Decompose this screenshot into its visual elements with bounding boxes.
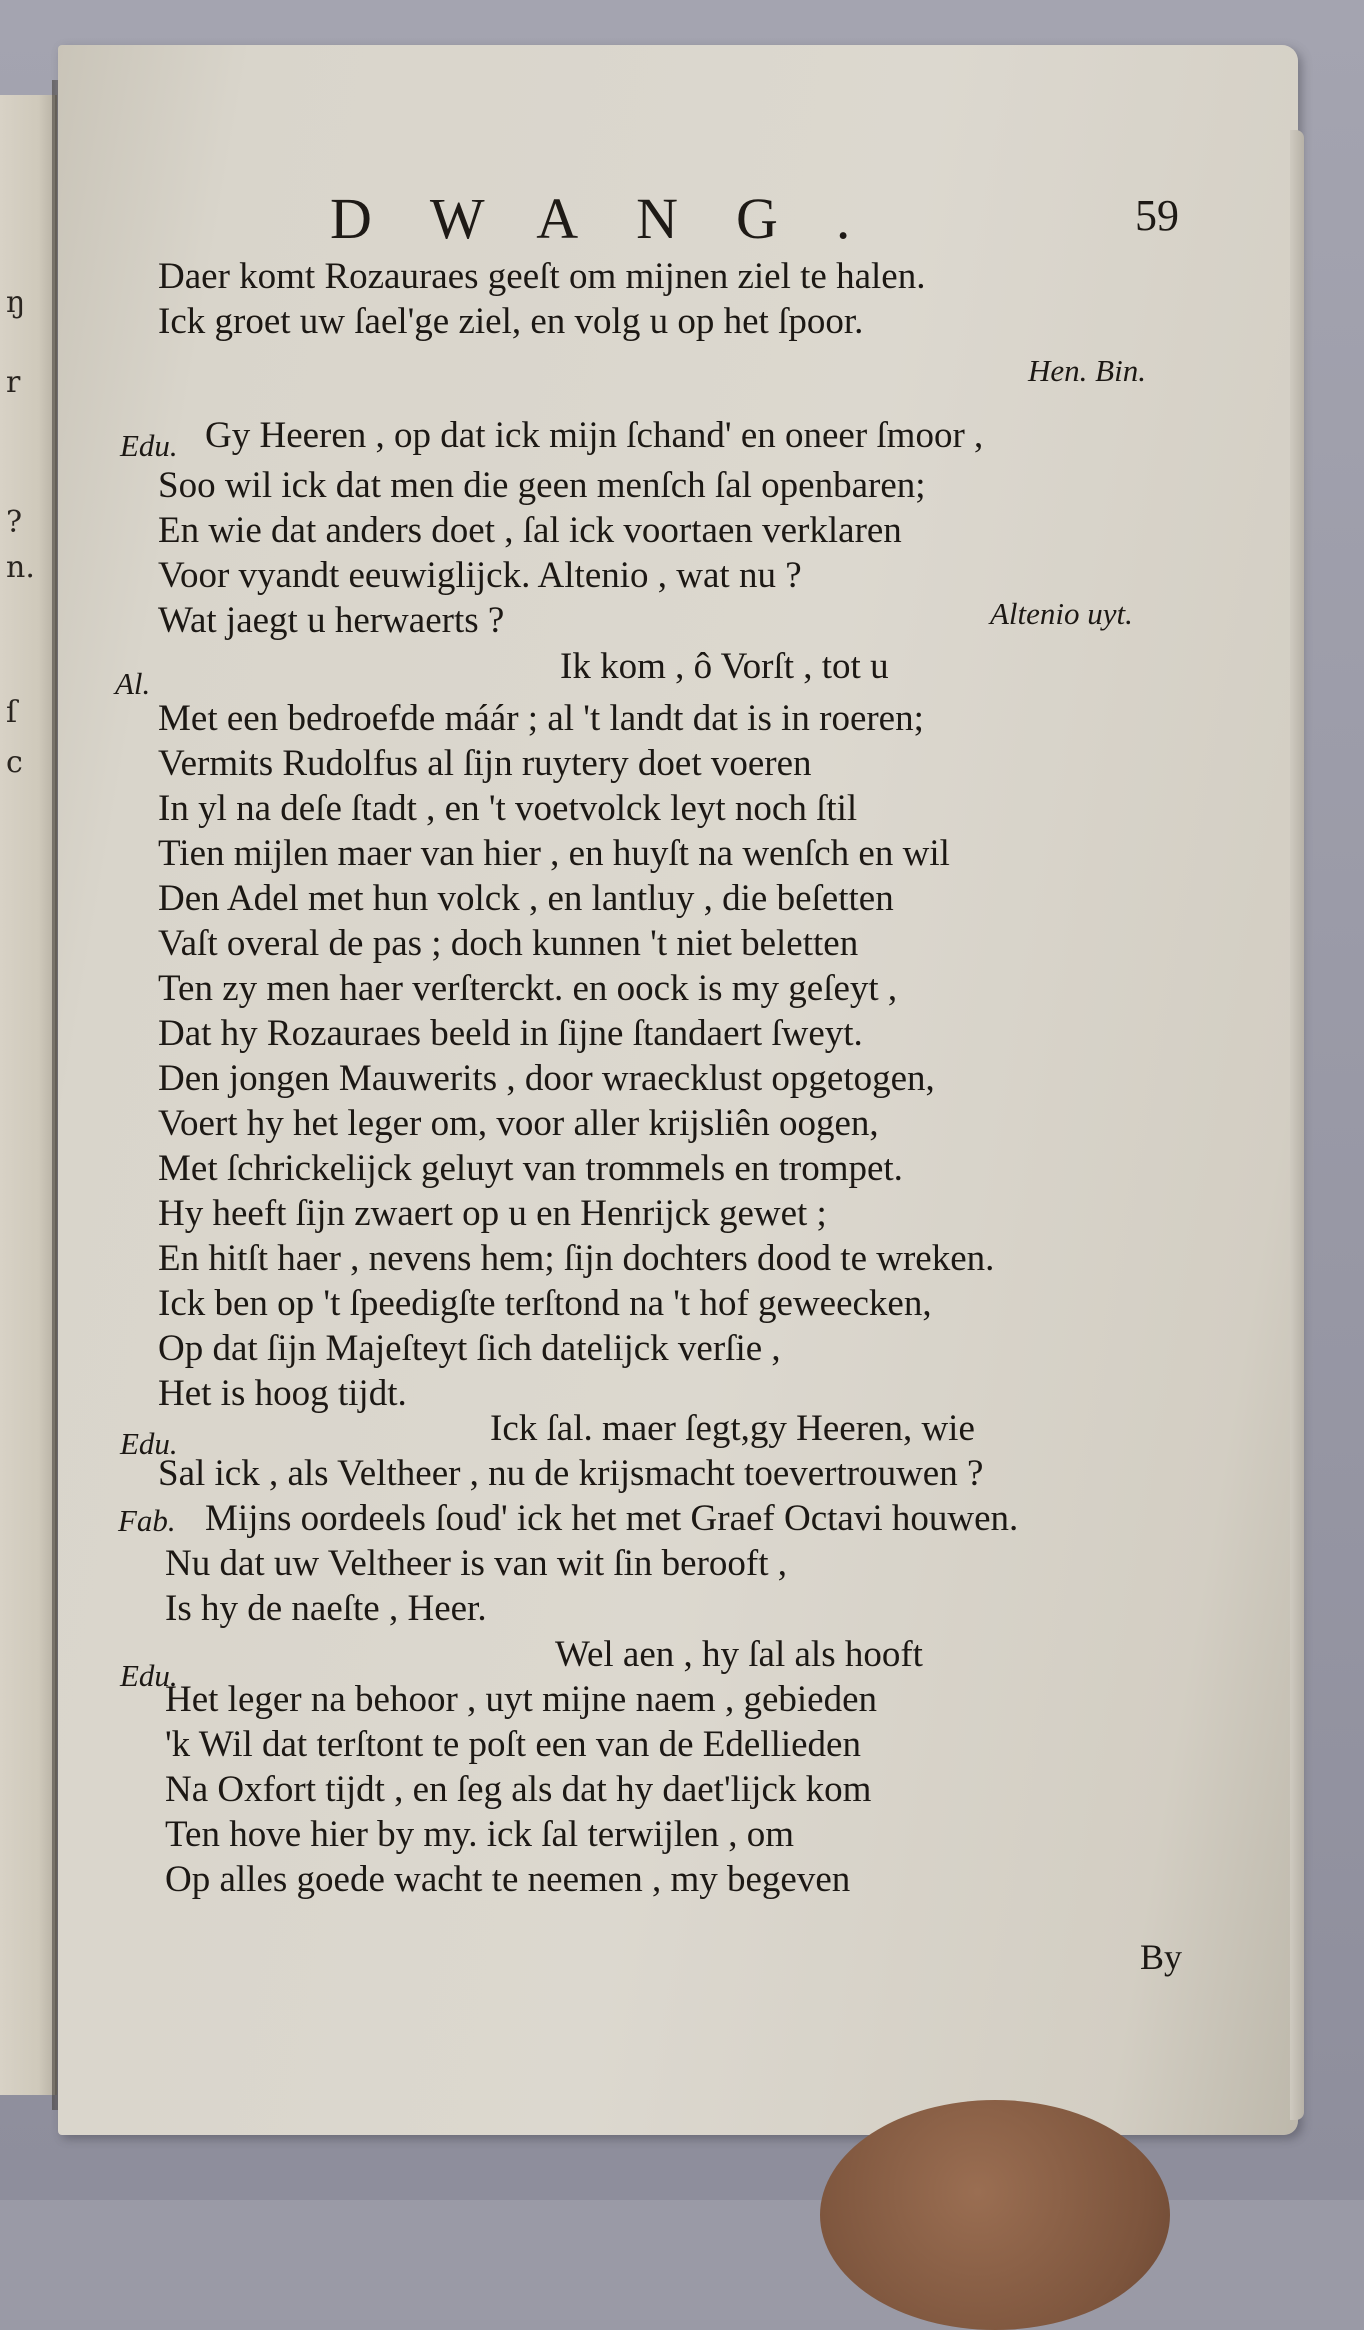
verse-line: Daer komt Rozauraes geeſt om mijnen ziel te halen. [158,256,926,297]
verse-line: Op dat ſijn Majeſteyt ſich datelijck verſie , [158,1328,781,1369]
verse-line: Soo wil ick dat men die geen menſch ſal openbaren; [158,465,926,506]
verse-line: Vaſt overal de pas ; doch kunnen 't niet beletten [158,923,859,964]
verse-line: En wie dat anders doet , ſal ick voortaen verklaren [158,510,902,551]
facing-page-fragment: n. [6,550,35,585]
verse-line: Sal ick , als Veltheer , nu de krijsmacht toevertrouwen ? [158,1453,984,1494]
thumb [820,2100,1170,2330]
facing-page-fragment: c [6,745,23,780]
speaker-label: Fab. [118,1503,176,1538]
verse-line: Tien mijlen maer van hier , en huyſt na wenſch en wil [158,833,950,874]
speaker-label: Edu. [120,1658,178,1693]
verse-line: 'k Wil dat terſtont te poſt een van de Edellieden [165,1724,861,1765]
verse-line: Hy heeft ſijn zwaert op u en Henrijck gewet ; [158,1193,827,1234]
verse-line: Voert hy het leger om, voor aller krijsliên oogen, [158,1103,879,1144]
facing-page-fragment: r [6,365,21,400]
speaker-label: Edu. [120,428,178,463]
verse-line: Wel aen , hy ſal als hooft [555,1634,923,1675]
verse-line: Ick groet uw ſael'ge ziel, en volg u op het ſpoor. [158,301,864,342]
verse-line: Den jongen Mauwerits , door wraecklust opgetogen, [158,1058,935,1099]
verse-line: Gy Heeren , op dat ick mijn ſchand' en oneer ſmoor , [205,415,984,456]
verse-line: Met ſchrickelijck geluyt van trommels en trompet. [158,1148,903,1189]
verse-line: Op alles goede wacht te neemen , my begeven [165,1859,851,1900]
verse-line: Voor vyandt eeuwiglijck. Altenio , wat nu ? [158,555,802,596]
verse-line: Ick ſal. maer ſegt,gy Heeren, wie [490,1408,975,1449]
verse-line: Vermits Rudolfus al ſijn ruytery doet voeren [158,743,812,784]
verse-line: Mijns oordeels ſoud' ick het met Graef Octavi houwen. [205,1498,1019,1539]
verse-line: Nu dat uw Veltheer is van wit ſin berooft , [165,1543,788,1584]
verse-line: En hitſt haer , nevens hem; ſijn dochters dood te wreken. [158,1238,995,1279]
verse-line: Ik kom , ô Vorſt , tot u [560,646,889,687]
facing-page-fragment: ŋ [6,285,26,320]
speaker-label: Al. [115,666,151,701]
verse-line: Den Adel met hun volck , en lantluy , die beſetten [158,878,894,919]
facing-page-fragment: ? [6,505,23,540]
verse-line: Ick ben op 't ſpeedigſte terſtond na 't hof geweecken, [158,1283,932,1324]
verse-line: Ten hove hier by my. ick ſal terwijlen , om [165,1814,794,1855]
facing-page-fragment: ſ [6,695,18,730]
verse-line: Het leger na behoor , uyt mijne naem , gebieden [165,1679,877,1720]
verse-line: Wat jaegt u herwaerts ? [158,600,505,641]
verse-line: Ten zy men haer verſterckt. en oock is my geſeyt , [158,968,898,1009]
verse-line: Na Oxfort tijdt , en ſeg als dat hy daet'lijck kom [165,1769,872,1810]
verse-line: Het is hoog tijdt. [158,1373,407,1414]
stage-direction: Altenio uyt. [990,596,1133,631]
catchword: By [1140,1937,1183,1977]
verse-line: In yl na deſe ſtadt , en 't voetvolck leyt noch ſtil [158,788,858,829]
page-number: 59 [1135,191,1179,240]
verse-line: Met een bedroefde máár ; al 't landt dat is in roeren; [158,698,924,739]
verse-line: Is hy de naeſte , Heer. [165,1588,487,1629]
stage-direction: Hen. Bin. [1028,353,1146,388]
speaker-label: Edu. [120,1426,178,1461]
running-title: DWANG. [330,186,909,251]
verse-line: Dat hy Rozauraes beeld in ſijne ſtandaert ſweyt. [158,1013,863,1054]
